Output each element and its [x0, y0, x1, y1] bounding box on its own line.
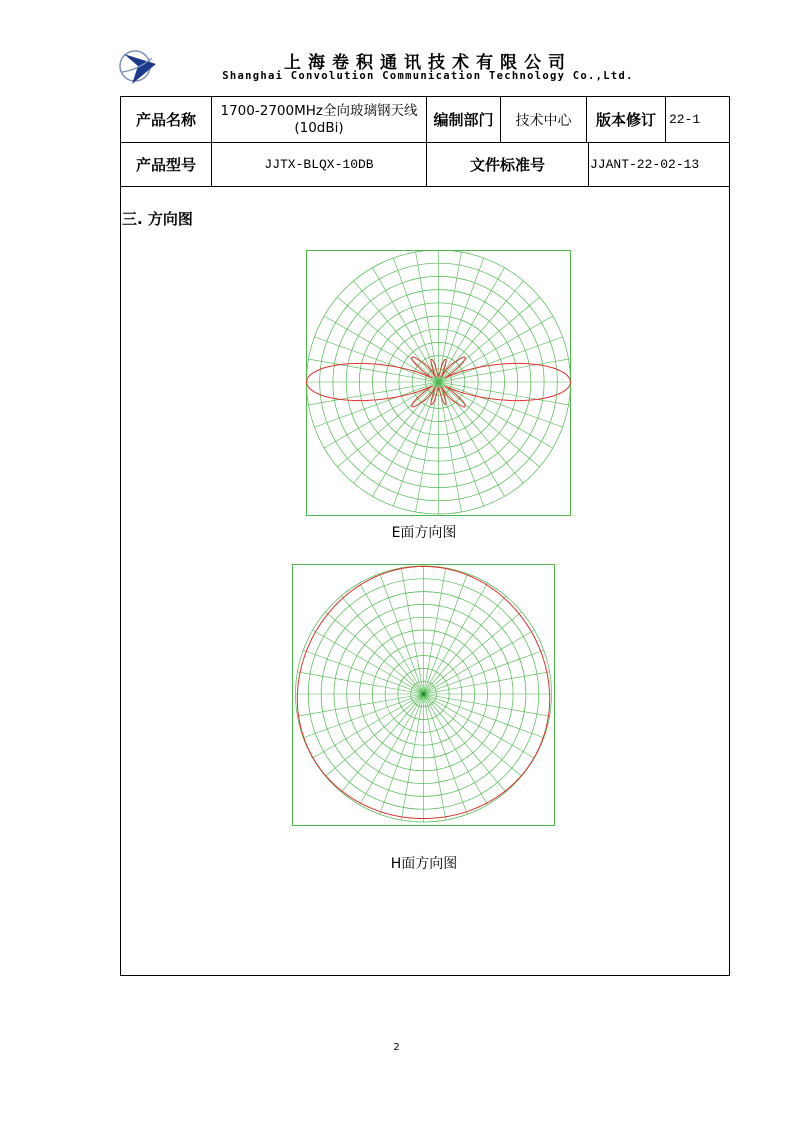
- model-label: 产品型号: [135, 156, 196, 174]
- product-name-cell: [212, 97, 426, 142]
- h-plane-caption: H面方向图: [390, 856, 458, 872]
- e-plane-pattern-plot: [306, 250, 571, 516]
- model-value: JJTX-BLQX-10DB: [264, 157, 374, 172]
- revision-value: 22-1: [669, 112, 701, 127]
- table-col-divider: [665, 97, 666, 142]
- plot-center-point: [422, 692, 426, 696]
- page-number: 2: [393, 1042, 400, 1053]
- doc-number-label: 文件标准号: [469, 156, 545, 174]
- section-title: 三. 方向图: [122, 210, 193, 228]
- dept-label: 编制部门: [433, 111, 494, 129]
- h-plane-pattern-plot: [292, 564, 555, 826]
- company-name-en: Shanghai Convolution Communication Technology Co.,Ltd.: [222, 70, 634, 82]
- company-name-cn: 上海卷积通讯技术有限公司: [284, 53, 572, 73]
- table-col-divider: [588, 142, 589, 186]
- revision-label: 版本修订: [595, 111, 656, 129]
- dept-value: 技术中心: [515, 112, 572, 129]
- product-name-line2: (10dBi): [294, 119, 344, 136]
- table-bottom-border: [121, 186, 729, 187]
- e-plane-caption: E面方向图: [391, 525, 457, 541]
- doc-number-value: JJANT-22-02-13: [590, 157, 700, 172]
- product-name-line1: 1700-2700MHz全向玻璃钢天线: [220, 102, 418, 119]
- document-header: [0, 0, 793, 92]
- product-name-label: 产品名称: [135, 111, 196, 129]
